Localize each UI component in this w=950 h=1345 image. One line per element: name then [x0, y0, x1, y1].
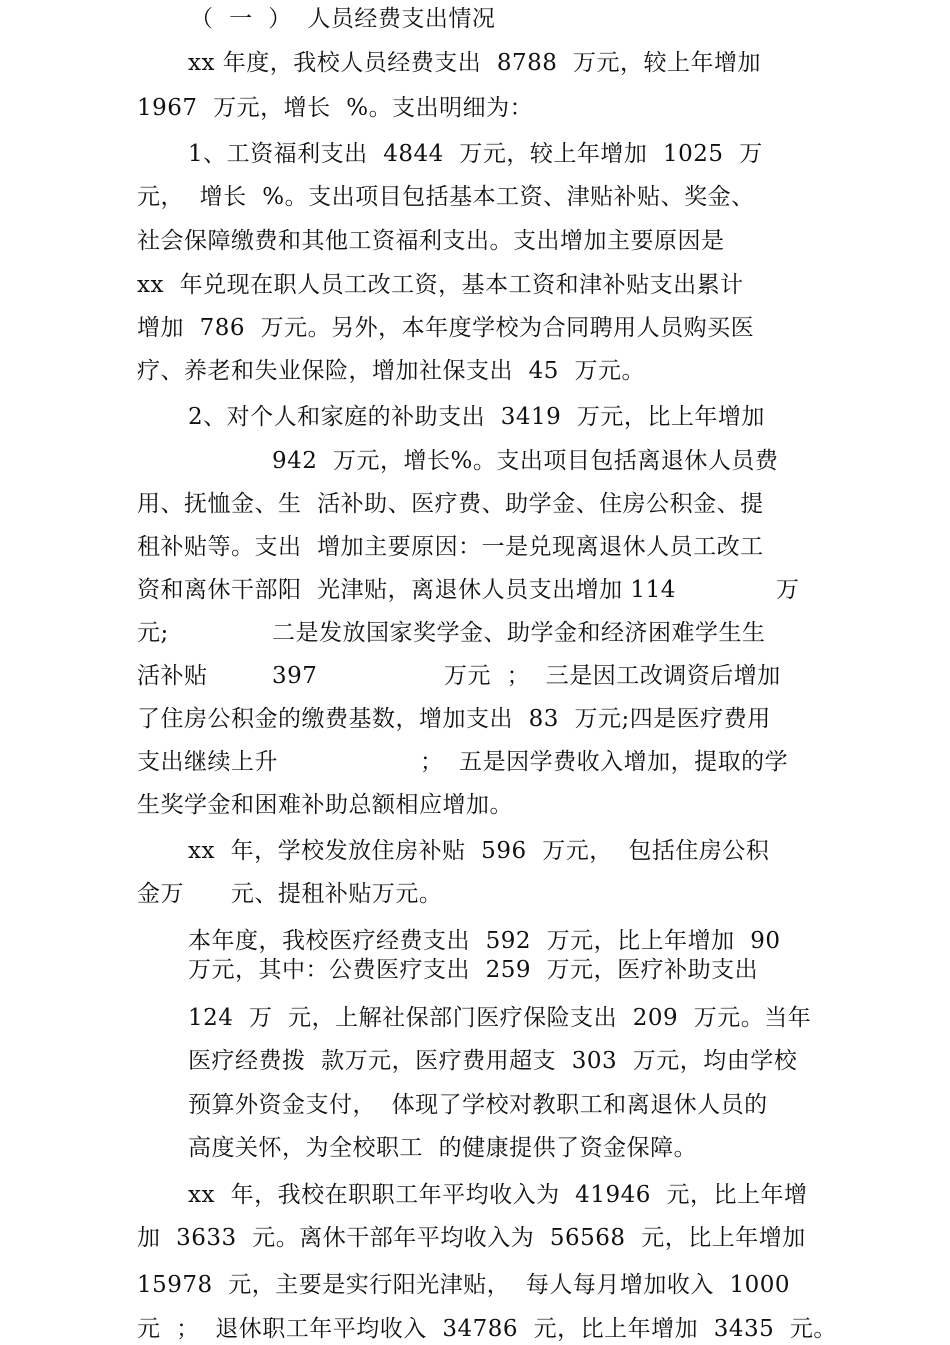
text-line: 元， 增长 %。支出项目包括基本工资、津贴补贴、奖金、 — [137, 184, 755, 210]
text-line: 万元 ； 三是因工改调资后增加 — [444, 663, 781, 689]
text-line: 高度关怀，为全校职工 的健康提供了资金保障。 — [188, 1135, 698, 1161]
text-line: 942 万元，增长%。支出项目包括离退休人员费 — [272, 448, 779, 474]
text-line: 疗、养老和失业保险，增加社保支出 45 万元。 — [137, 358, 646, 384]
text-line: 二是发放国家奖学金、助学金和经济困难学生生 — [272, 620, 766, 646]
text-line: 支出继续上升 — [137, 749, 278, 775]
text-line: 1、工资福利支出 4844 万元，较上年增加 1025 万 — [188, 141, 763, 167]
text-line: 活补贴 — [137, 663, 208, 689]
text-line: 生奖学金和困难补助总额相应增加。 — [137, 792, 513, 818]
text-line: 万元，其中：公费医疗支出 259 万元，医疗补助支出 — [188, 957, 759, 983]
text-line: 万 — [776, 577, 800, 603]
text-line: 了住房公积金的缴费基数，增加支出 83 万元;四是医疗费用 — [137, 706, 771, 732]
text-line: 用、抚恤金、生 活补助、医疗费、助学金、住房公积金、提 — [137, 491, 764, 517]
text-line: xx 年，学校发放住房补贴 596 万元， 包括住房公积 — [188, 838, 770, 864]
text-line: 加 3633 元。离休干部年平均收入为 56568 元，比上年增加 — [137, 1225, 806, 1251]
text-line: xx 年度，我校人员经费支出 8788 万元，较上年增加 — [188, 50, 762, 76]
text-line: 金万 元、提租补贴万元。 — [137, 881, 443, 907]
text-line: 预算外资金支付， 体现了学校对教职工和离退休人员的 — [188, 1092, 768, 1118]
text-line: 医疗经费拨 款万元，医疗费用超支 303 万元，均由学校 — [188, 1048, 798, 1074]
text-line: xx 年兑现在职人员工改工资，基本工资和津补贴支出累计 — [137, 272, 744, 298]
text-line: 本年度，我校医疗经费支出 592 万元，比上年增加 90 — [188, 928, 781, 954]
text-line: 增加 786 万元。另外，本年度学校为合同聘用人员购买医 — [137, 315, 755, 341]
text-line: 元 ； 退休职工年平均收入 34786 元，比上年增加 3435 元。 — [137, 1316, 837, 1342]
text-line: 2、对个人和家庭的补助支出 3419 万元，比上年增加 — [188, 404, 765, 430]
text-line: 资和离休干部阳 光津贴，离退休人员支出增加 114 — [137, 577, 676, 603]
text-line: 397 — [272, 663, 318, 689]
text-line: 租补贴等。支出 增加主要原因：一是兑现离退休人员工改工 — [137, 534, 764, 560]
text-line: 社会保障缴费和其他工资福利支出。支出增加主要原因是 — [137, 228, 725, 254]
section-heading: （ 一 ） 人员经费支出情况 — [190, 6, 496, 32]
text-line: 元; — [137, 620, 169, 646]
text-line: 15978 元，主要是实行阳光津贴， 每人每月增加收入 1000 — [137, 1272, 791, 1298]
text-line: 1967 万元，增长 %。支出明细为： — [137, 95, 534, 121]
text-line: 124 万 元，上解社保部门医疗保险支出 209 万元。当年 — [188, 1005, 812, 1031]
text-line: ； 五是因学费收入增加，提取的学 — [420, 749, 789, 775]
text-line: xx 年，我校在职职工年平均收入为 41946 元，比上年增 — [188, 1182, 808, 1208]
